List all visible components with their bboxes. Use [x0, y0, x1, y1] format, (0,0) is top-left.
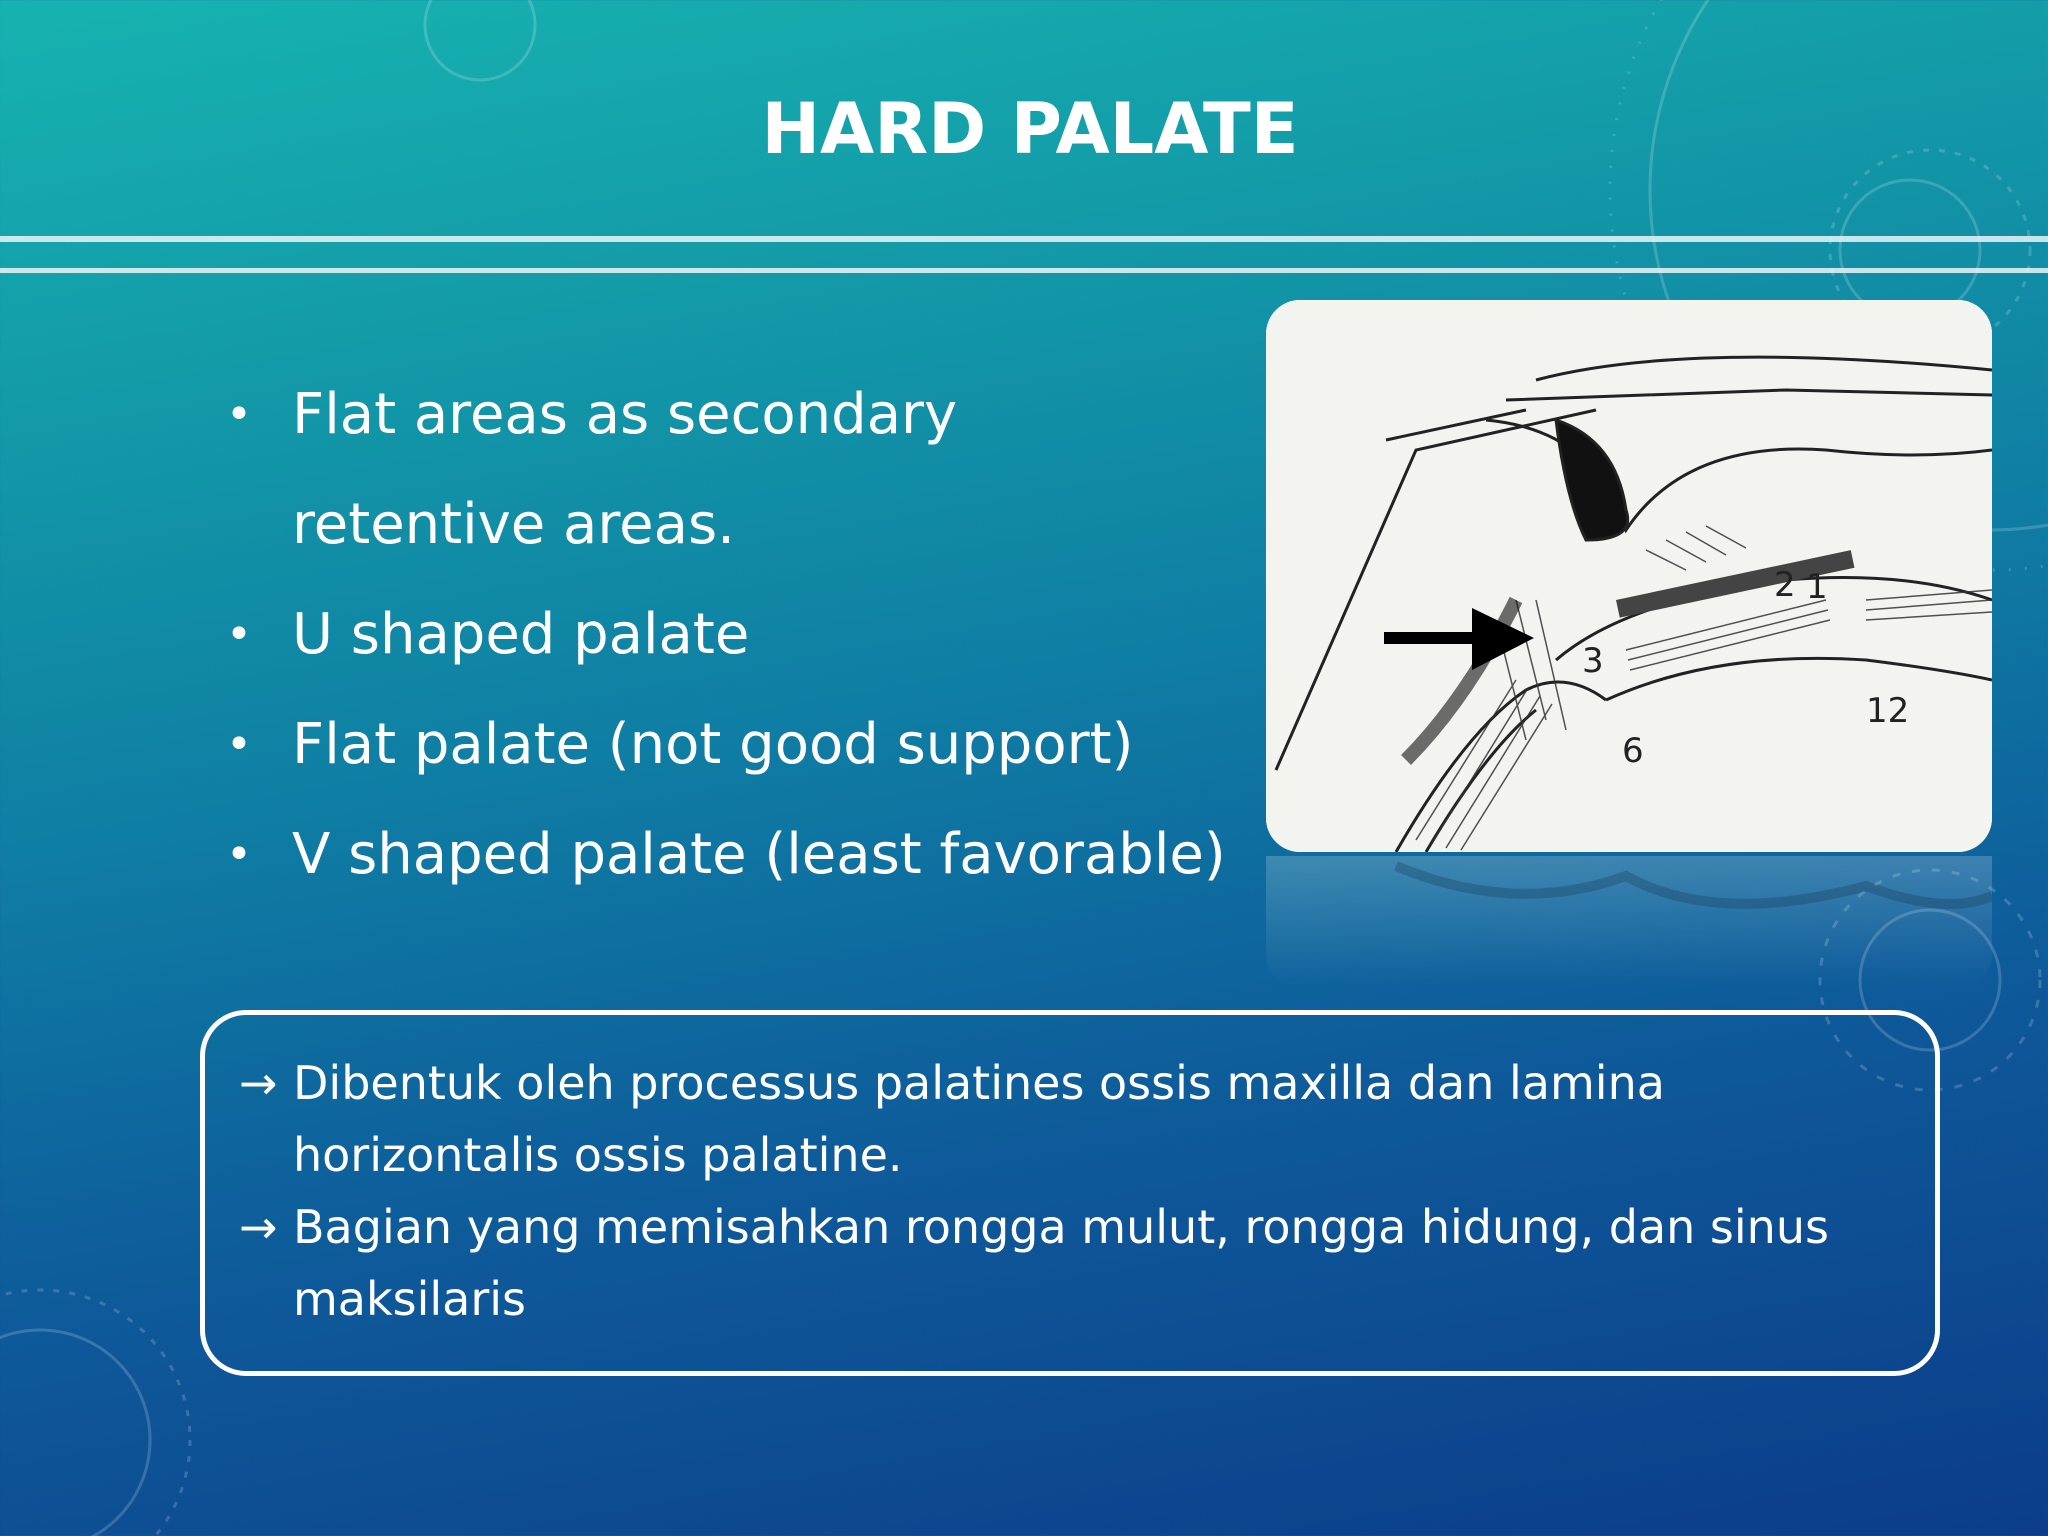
figure-label: 6: [1622, 731, 1644, 771]
info-text-continuation: horizontalis ossis palatine.: [293, 1128, 903, 1182]
info-text-continuation: maksilaris: [293, 1272, 527, 1326]
info-text: Dibentuk oleh processus palatines ossis maxilla dan lamina: [293, 1056, 1665, 1110]
palate-illustration: [1266, 300, 1992, 852]
bullet-dot: •: [226, 609, 252, 660]
bullet-item: [222, 360, 1226, 470]
header-divider-top: [0, 236, 2048, 242]
bullet-text: retentive areas.: [292, 492, 735, 557]
right-arrow-icon: →: [239, 1200, 278, 1254]
info-box: [200, 1010, 1940, 1376]
bullet-text: V shaped palate (least favorable): [292, 822, 1226, 887]
figure-label: 2: [1774, 565, 1796, 605]
bullet-list: [222, 360, 1226, 910]
bullet-item: [222, 690, 1226, 800]
bullet-item: [222, 580, 1226, 690]
illustration-reflection: [1266, 856, 1992, 986]
info-text: Bagian yang memisahkan rongga mulut, rongga hidung, dan sinus: [293, 1200, 1829, 1254]
bullet-dot: •: [226, 389, 252, 440]
info-item: [239, 1047, 1919, 1191]
bullet-dot: •: [226, 719, 252, 770]
bullet-item: [222, 800, 1226, 910]
bullet-text: Flat areas as secondary: [292, 382, 958, 447]
bullet-text: U shaped palate: [292, 602, 750, 667]
bullet-text: Flat palate (not good support): [292, 712, 1134, 777]
bullet-dot: •: [226, 829, 252, 880]
figure-label: 1: [1806, 567, 1828, 607]
bullet-item-continuation: [222, 470, 1226, 580]
figure-label: 3: [1582, 641, 1604, 681]
anatomy-sketch: [1266, 300, 1992, 852]
figure-label: 12: [1866, 691, 1910, 731]
info-item: [239, 1191, 1919, 1335]
slide-title: HARD PALATE: [761, 88, 1299, 170]
right-arrow-icon: →: [239, 1056, 278, 1110]
header-divider-bottom: [0, 268, 2048, 273]
